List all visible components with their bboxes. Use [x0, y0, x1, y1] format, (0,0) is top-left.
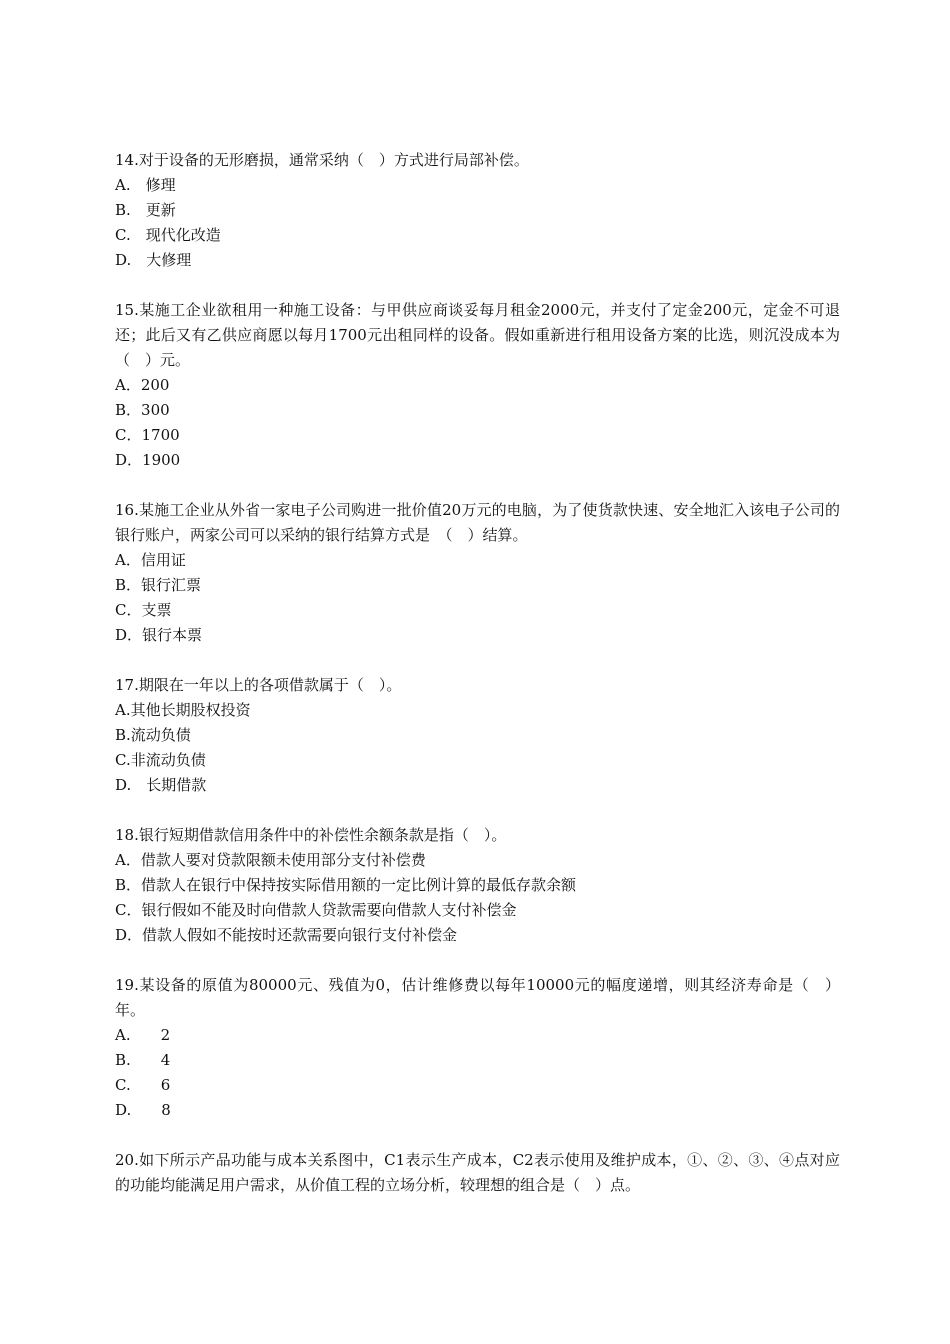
option-d: D. 大修理	[115, 251, 192, 269]
option-b: B．借款人在银行中保持按实际借用额的一定比例计算的最低存款余额	[115, 876, 577, 894]
option-b: B. 4	[115, 1051, 171, 1069]
option-a: A. 修理	[115, 176, 176, 194]
option-c: C. 现代化改造	[115, 226, 221, 244]
option-b: B. 更新	[115, 201, 176, 219]
question-15	[115, 298, 840, 473]
option-b: B．300	[115, 401, 170, 419]
option-a: A.其他长期股权投资	[115, 701, 251, 719]
option-a: A．200	[115, 376, 170, 394]
question-stem: 20.如下所示产品功能与成本关系图中，C1表示生产成本，C2表示使用及维护成本，①、②、③、④点对应的功能均能满足用户需求，从价值工程的立场分析，较理想的组合是（ ）点。	[115, 1151, 840, 1194]
option-a: A．信用证	[115, 551, 186, 569]
question-17	[115, 673, 840, 798]
question-stem: 16.某施工企业从外省一家电子公司购进一批价值20万元的电脑，为了使货款快速、安全地汇入该电子公司的银行账户，两家公司可以采纳的银行结算方式是 （ ）结算。	[115, 501, 840, 544]
question-list	[115, 148, 840, 1223]
question-stem: 17.期限在一年以上的各项借款属于（ ）。	[115, 676, 402, 694]
question-stem: 18.银行短期借款信用条件中的补偿性余额条款是指（ ）。	[115, 826, 507, 844]
option-d: D. 长期借款	[115, 776, 207, 794]
question-stem: 14.对于设备的无形磨损，通常采纳（ ）方式进行局部补偿。	[115, 151, 529, 169]
question-20	[115, 1148, 840, 1198]
question-14	[115, 148, 840, 273]
question-16	[115, 498, 840, 648]
option-d: D．银行本票	[115, 626, 203, 644]
option-b: B.流动负债	[115, 726, 191, 744]
question-stem: 19.某设备的原值为80000元、残值为0，估计维修费以每年10000元的幅度递增，则其经济寿命是（ ）年。	[115, 976, 840, 1019]
option-c: C. 6	[115, 1076, 171, 1094]
option-d: D．1900	[115, 451, 181, 469]
option-a: A．借款人要对贷款限额未使用部分支付补偿费	[115, 851, 426, 869]
option-d: D. 8	[115, 1101, 171, 1119]
option-a: A. 2	[115, 1026, 171, 1044]
option-c: C．支票	[115, 601, 172, 619]
question-stem: 15.某施工企业欲租用一种施工设备：与甲供应商谈妥每月租金2000元，并支付了定金200元，定金不可退还；此后又有乙供应商愿以每月1700元出租同样的设备。假如重新进行租用设备方案的比选，则沉没成本为（ ）元。	[115, 301, 840, 369]
question-18	[115, 823, 840, 948]
option-b: B．银行汇票	[115, 576, 202, 594]
option-c: C．1700	[115, 426, 180, 444]
option-c: C．银行假如不能及时向借款人贷款需要向借款人支付补偿金	[115, 901, 517, 919]
option-d: D．借款人假如不能按时还款需要向银行支付补偿金	[115, 926, 458, 944]
option-c: C.非流动负债	[115, 751, 206, 769]
question-19	[115, 973, 840, 1123]
